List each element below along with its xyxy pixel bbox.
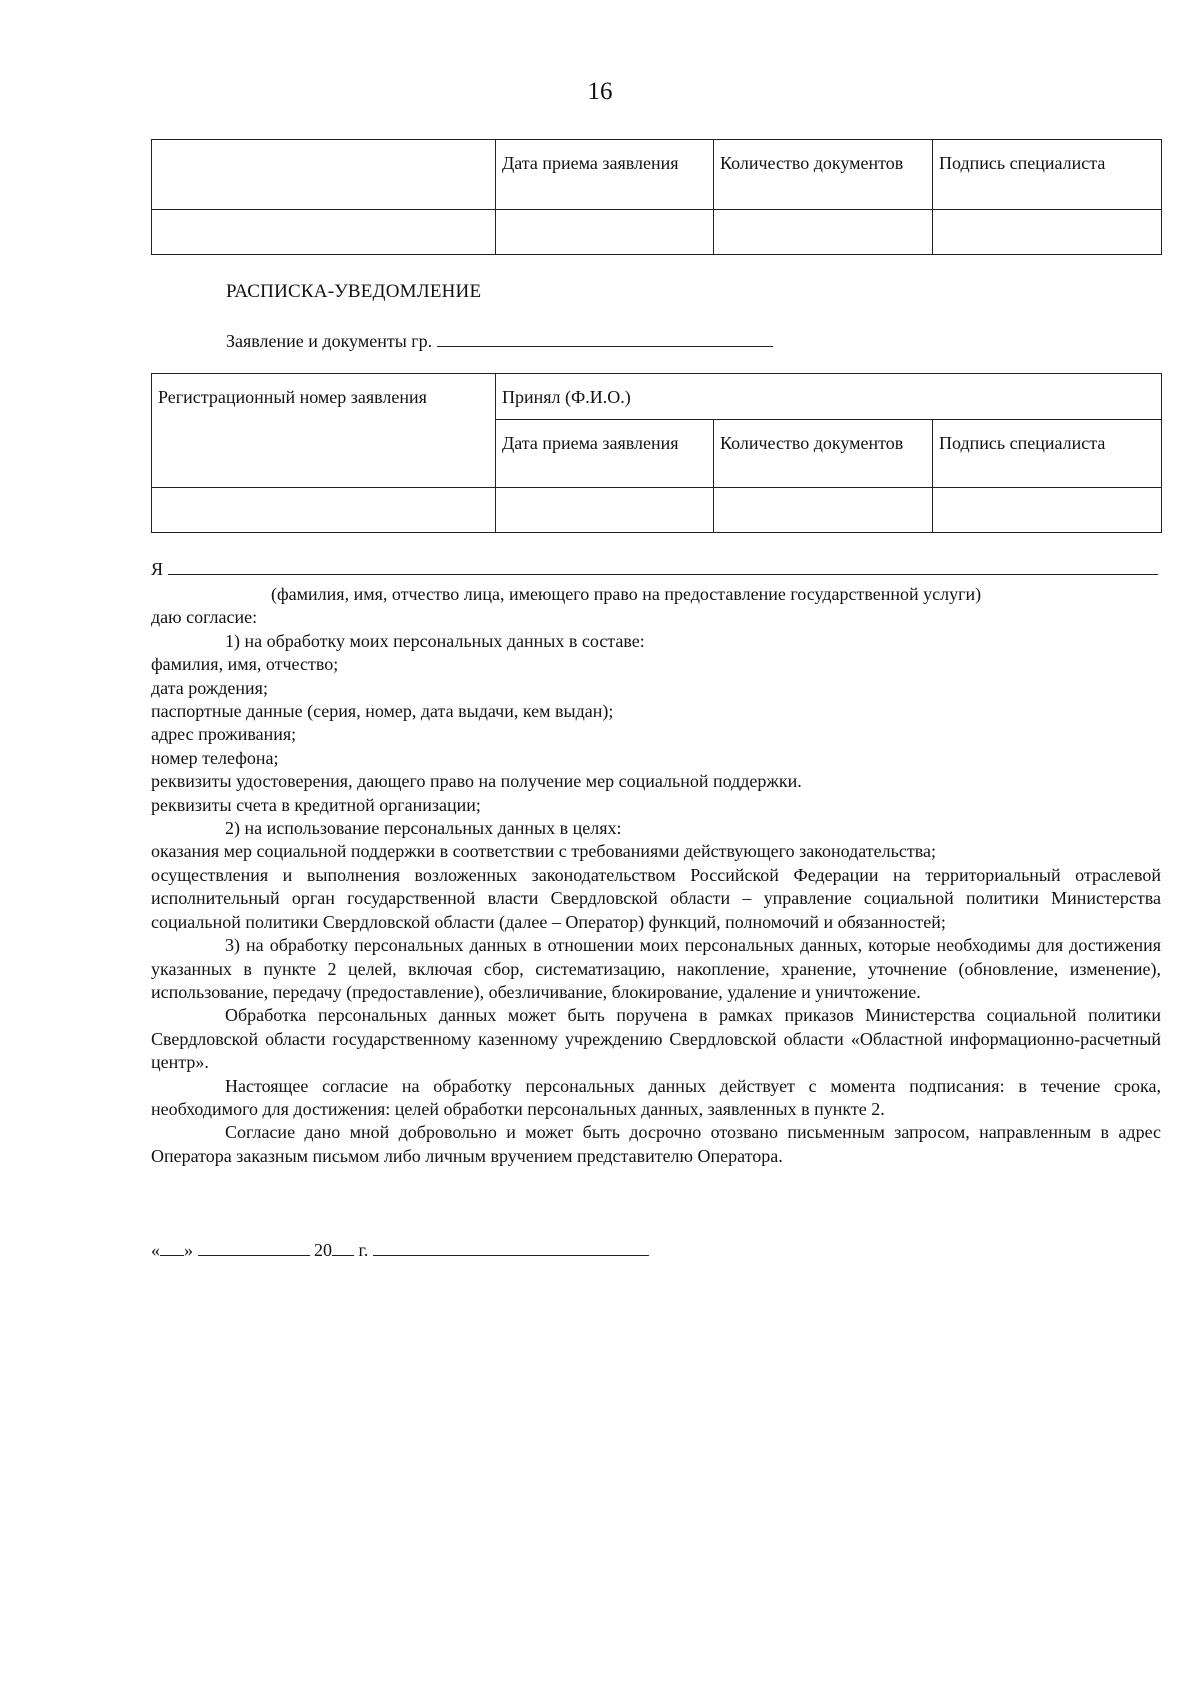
bottom-table-count-header: Количество документов bbox=[714, 420, 933, 488]
validity-paragraph: Настоящее согласие на обработку персональных данных действует с момента подписания: в течение срока, необходимого для достижения: целей обработки персональных данных, заявленных в пункте 2. bbox=[151, 1075, 1161, 1119]
bottom-table-signature-header: Подпись специалиста bbox=[933, 420, 1162, 488]
item1-list-item: дата рождения; bbox=[151, 677, 268, 698]
item3-text: 3) на обработку персональных данных в отношении моих персональных данных, которые необходимы для достижения указанных в пункте 2 целей, включая сбор, систематизацию, накопление, хранение, уточнение (обновление, изменение), использование, передачу (предоставление), обезличивание, блокирование, удаление и уничтожение. bbox=[151, 935, 1161, 1002]
delegation-paragraph: Обработка персональных данных может быть поручена в рамках приказов Министерства социальной политики Свердловской области государственному казенному учреждению Свердловской области «Областной информационно-расчетный центр». bbox=[151, 1005, 1161, 1073]
item1-list-item: фамилия, имя, отчество; bbox=[151, 654, 339, 675]
year-blank[interactable] bbox=[332, 1237, 354, 1256]
signature-blank[interactable] bbox=[373, 1237, 649, 1256]
consent-person-name-blank[interactable] bbox=[168, 556, 1158, 575]
date-open-quote: « bbox=[151, 1240, 160, 1260]
top-table-signature-header: Подпись специалиста bbox=[933, 140, 1162, 210]
top-receipt-table bbox=[151, 139, 1162, 255]
voluntary-paragraph: Согласие дано мной добровольно и может быть досрочно отозвано письменным запросом, направленным в адрес Оператора заказным письмом либо личным вручением представителю Оператора. bbox=[151, 1122, 1161, 1166]
receipt-title: РАСПИСКА-УВЕДОМЛЕНИЕ bbox=[226, 281, 482, 302]
bottom-table-count-cell[interactable] bbox=[714, 488, 933, 533]
item2-title: 2) на использование персональных данных в целях: bbox=[225, 818, 622, 839]
page-number: 16 bbox=[587, 78, 613, 105]
year-prefix: 20 bbox=[314, 1240, 332, 1260]
registration-number-cell[interactable] bbox=[152, 488, 496, 533]
application-from-label: Заявление и документы гр. bbox=[226, 331, 433, 351]
bottom-receipt-table bbox=[151, 373, 1162, 533]
day-blank[interactable] bbox=[160, 1237, 184, 1256]
top-table-date-cell[interactable] bbox=[496, 210, 714, 255]
bottom-table-signature-cell[interactable] bbox=[933, 488, 1162, 533]
item1-list-item: реквизиты счета в кредитной организации; bbox=[151, 794, 481, 815]
item2-purpose-2: осуществления и выполнения возложенных законодательством Российской Федерации на территориальный отраслевой исполнительный орган государственной власти Свердловской области – управление социальной политики Министерства социальной политики Свердловской области (далее – Оператор) функций, полномочий и обязанностей; bbox=[151, 864, 1161, 932]
item1-title: 1) на обработку моих персональных данных в составе: bbox=[225, 630, 645, 651]
bottom-table-date-header: Дата приема заявления bbox=[496, 420, 714, 488]
consent-i-label: Я bbox=[151, 559, 164, 579]
date-close-quote: » bbox=[184, 1240, 193, 1260]
consent-text bbox=[151, 583, 1161, 1168]
top-table-count-cell[interactable] bbox=[714, 210, 933, 255]
accepted-by-header: Принял (Ф.И.О.) bbox=[496, 374, 1162, 420]
year-suffix: г. bbox=[358, 1240, 369, 1260]
top-table-count-header: Количество документов bbox=[714, 140, 933, 210]
name-caption: (фамилия, имя, отчество лица, имеющего право на предоставление государственной услуги) bbox=[271, 584, 982, 604]
month-blank[interactable] bbox=[198, 1237, 310, 1256]
consent-name-line bbox=[151, 556, 1158, 580]
top-table-signature-cell[interactable] bbox=[933, 210, 1162, 255]
registration-number-header: Регистрационный номер заявления bbox=[152, 374, 496, 488]
date-signature-line bbox=[151, 1237, 649, 1261]
item1-list-item: адрес проживания; bbox=[151, 724, 297, 745]
give-consent-text: даю согласие: bbox=[151, 607, 258, 628]
item1-list-item: номер телефона; bbox=[151, 747, 279, 768]
bottom-table-date-cell[interactable] bbox=[496, 488, 714, 533]
item1-list-item: реквизиты удостоверения, дающего право на получение мер социальной поддержки. bbox=[151, 771, 802, 792]
item1-list-item: паспортные данные (серия, номер, дата выдачи, кем выдан); bbox=[151, 701, 614, 722]
top-table-date-header: Дата приема заявления bbox=[496, 140, 714, 210]
application-from-line bbox=[226, 328, 773, 352]
top-table-empty-header-cell bbox=[152, 140, 496, 210]
item2-purpose-1: оказания мер социальной поддержки в соответствии с требованиями действующего законодательства; bbox=[151, 841, 936, 862]
top-table-cell[interactable] bbox=[152, 210, 496, 255]
applicant-name-blank[interactable] bbox=[437, 328, 773, 347]
